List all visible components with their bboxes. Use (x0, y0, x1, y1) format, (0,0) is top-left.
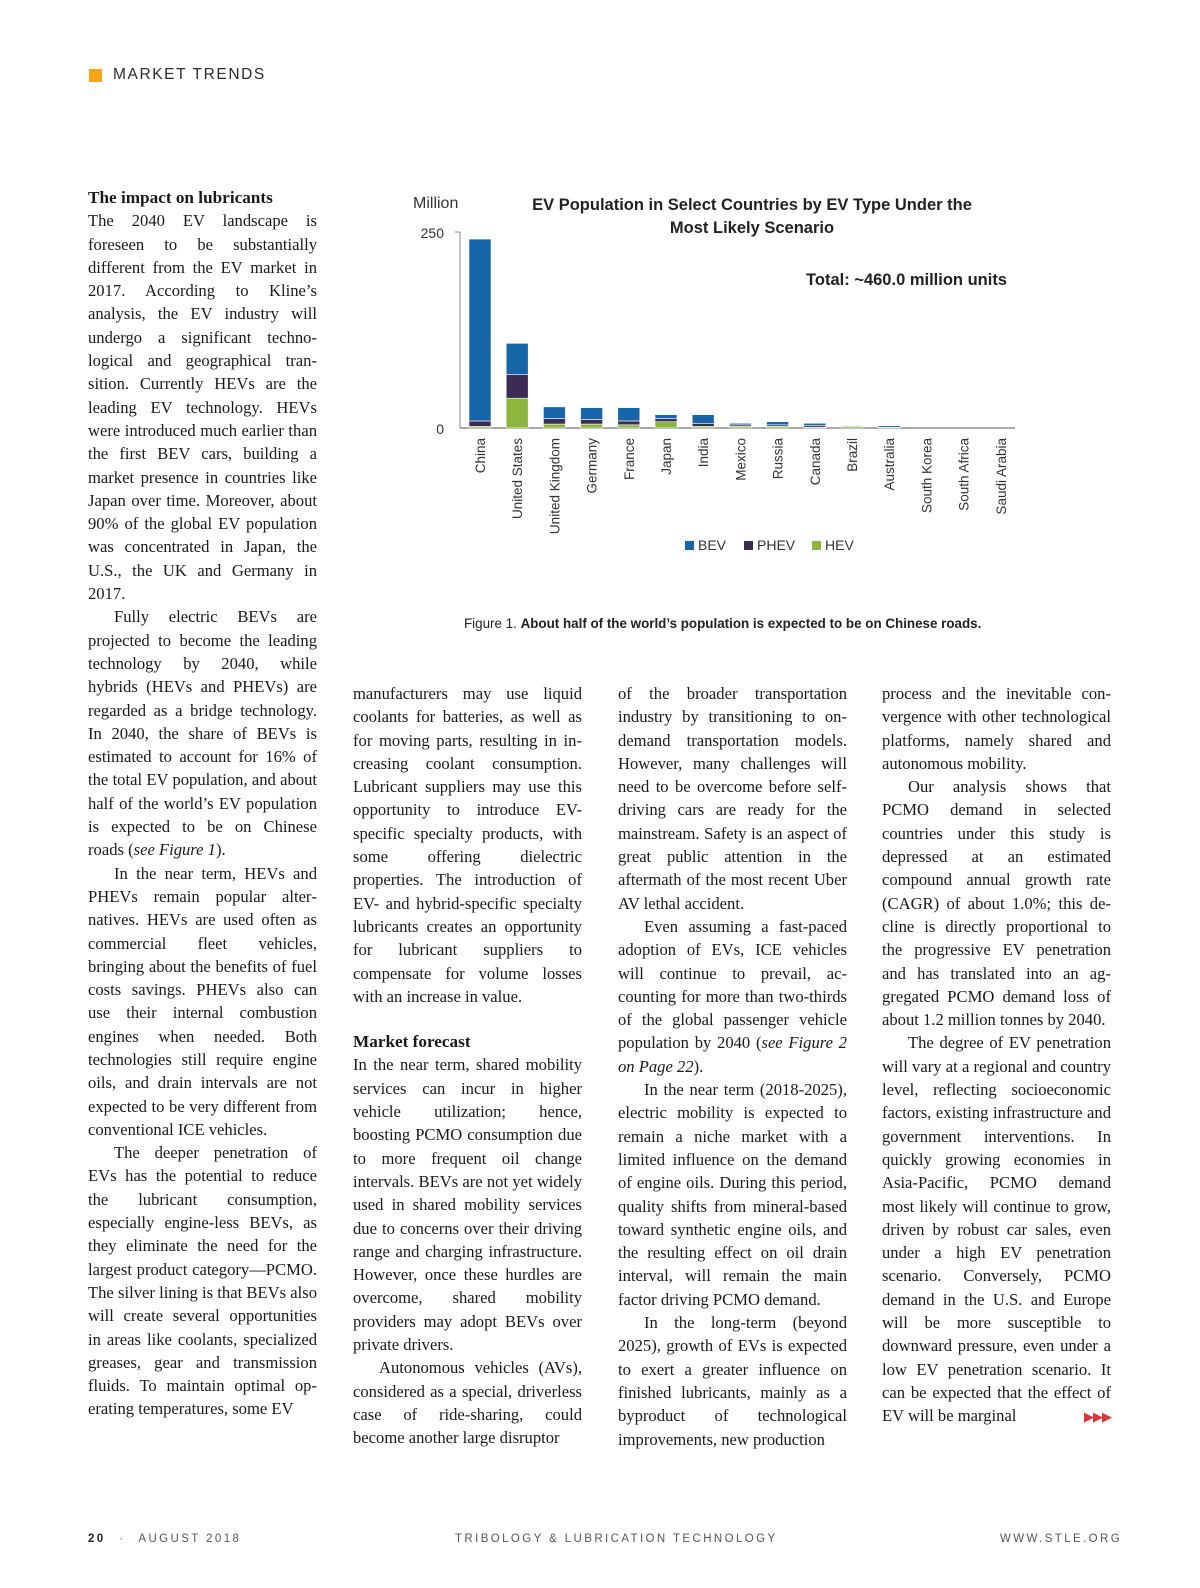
legend-label: BEV (698, 537, 727, 553)
chart-title-line2: Most Likely Scenario (669, 219, 835, 237)
x-tick-label: Australia (882, 438, 898, 491)
figure-label: Figure 1. (464, 616, 517, 631)
x-tick-label: France (621, 438, 637, 481)
legend-label: PHEV (757, 537, 796, 553)
page-number: 20 (88, 1533, 106, 1545)
ev-population-chart (410, 184, 1040, 584)
x-tick-label: India (696, 438, 712, 468)
legend-swatch-phev (744, 541, 753, 550)
bar-phev (655, 419, 677, 422)
website-link[interactable]: WWW.STLE.ORG (1000, 1533, 1123, 1545)
bar-bev (469, 239, 491, 421)
chart-title-line1: EV Population in Select Countries by EV Type Under the (532, 196, 972, 214)
x-tick-label: Canada (807, 438, 823, 486)
paragraph: Our analysis shows that PCMO demand in selected countries under this study is depressed at an estimated compound annual growth rate (CAGR) of about 1.0%; this decline is directly proportional to the progressive EV penetration and has translated into an aggregated PCMO demand loss of about 1.2 million tonnes by 2040. (882, 777, 1111, 1030)
bar-phev (469, 421, 491, 426)
legend-label: HEV (825, 537, 854, 553)
bar-bev (729, 423, 751, 425)
y-axis-label: Million (413, 195, 459, 212)
bar-bev (543, 407, 565, 419)
paragraph: process and the inevitable convergence with other technological platforms, namely shared and autonomous mobility. (882, 684, 1111, 773)
bar-bev (506, 343, 528, 374)
bar-hev (506, 398, 528, 428)
article-column-2 (353, 682, 582, 1450)
bar-bev (767, 422, 789, 425)
bar-hev (655, 422, 677, 428)
x-tick-label: Japan (659, 438, 674, 475)
bar-phev (618, 421, 640, 425)
paragraph: Even assuming a fast-paced adoption of EVs, ICE vehicles will continue to prevail, accounting for more than two-thirds of the global passenger vehicle population by 2040 (see Figure 2 on Page 22). (618, 916, 847, 1076)
paragraph: of the broader transportation industry by transitioning to on-demand transportation models. However, many challenges will need to be overcome before self-driving cars are ready for the mainstream. Safety is an aspect of great public attention in the aftermath of the most recent Uber AV lethal accident. (618, 684, 847, 913)
paragraph: In the long-term (beyond 2025), growth of EVs is expected to exert a greater influence on finished lubricants, mainly as a byproduct of technological improvements, new production (618, 1313, 847, 1449)
x-tick-label: Mexico (733, 438, 749, 481)
chart-total-note: Total: ~460.0 million units (806, 271, 1007, 289)
bar-hev (581, 424, 603, 428)
bar-phev (692, 423, 714, 426)
bar-bev (692, 415, 714, 424)
x-tick-label: South Africa (956, 438, 972, 511)
bar-phev (506, 375, 528, 399)
x-tick-label: Brazil (845, 438, 860, 472)
bar-phev (543, 419, 565, 424)
footer-separator: · (119, 1533, 126, 1545)
footer-left (88, 1533, 241, 1545)
section-tag (89, 66, 266, 84)
figure-caption (464, 616, 981, 631)
paragraph: The deeper penetration of EVs has the potential to reduce the lubricant consumption, especially engine-less BEVs, as they eliminate the need for the largest product category—PCMO. The silver lining is that BEVs also will create several opportunities in areas like coolants, specialized greases, gear and transmission fluids. To maintain optimal operating temperatures, some EV (88, 1143, 317, 1419)
section-heading-forecast: Market forecast (353, 1032, 471, 1052)
legend-swatch-hev (812, 541, 821, 550)
chart-svg (410, 184, 1040, 584)
bar-bev (804, 423, 826, 425)
continued-arrow-icon: ▶▶▶ (1084, 1410, 1111, 1426)
bar-hev (618, 425, 640, 428)
article-column-3 (618, 682, 847, 1451)
x-tick-label: Germany (584, 438, 600, 494)
x-tick-label: China (473, 438, 488, 474)
x-tick-label: South Korea (919, 438, 935, 514)
x-tick-label: United States (510, 438, 526, 520)
section-marker-icon (89, 69, 102, 82)
bar-bev (655, 415, 677, 419)
paragraph: The 2040 EV landscape is foreseen to be substantially different from the EV market in 2017. According to Kline’s analysis, the EV industry will undergo a significant technological and geographical transition. Currently HEVs are the leading EV technology. HEVs were introduced much earlier than the first BEV cars, building a market presence in countries like Japan over time. Moreover, about 90% of the global EV population was concentrated in Japan, the U.S., the UK and Germany in 2017. (88, 211, 317, 604)
paragraph: The degree of EV penetration will vary at a regional and country level, reflecting socioeconomic factors, existing infrastructure and government interventions. In quickly growing economies in Asia-Pacific, PCMO demand most likely will continue to grow, driven by robust car sales, even under a high EV penetration scenario. Conversely, PCMO demand in the U.S. and Europe will be more susceptible to downward pressure, even under a low EV penetration scenario. It can be expected that the effect of EV will be marginal ▶▶▶ (882, 1031, 1111, 1427)
paragraph: In the near term, HEVs and PHEVs remain popular alternatives. HEVs are used often as commercial fleet vehicles, bringing about the benefits of fuel costs savings. PHEVs also can use their internal combustion engines when needed. Both technologies still require engine oils, and drain intervals are not expected to be very different from conventional ICE vehicles. (88, 863, 317, 1139)
paragraph: Fully electric BEVs are projected to become the leading technology by 2040, while hybrids (HEVs and PHEVs) are regarded as a bridge technology. In 2040, the share of BEVs is estimated to account for 16% of the total EV population, and about half of the world’s EV population is expected to be on Chinese roads (see Figure 1). (88, 607, 317, 860)
figure-reference: see Figure 2 on Page 22 (618, 1033, 847, 1076)
bar-phev (581, 419, 603, 424)
x-tick-label: Saudi Arabia (993, 438, 1009, 515)
section-label: MARKET TRENDS (113, 66, 266, 83)
article-column-4 (882, 682, 1111, 1430)
bar-bev (841, 426, 863, 427)
article-column-1 (88, 186, 317, 1421)
figure-caption-text: About half of the world’s population is expected to be on Chinese roads. (520, 616, 982, 631)
paragraph: manufacturers may use liquid coolants for batteries, as well as for moving parts, resulting in increasing coolant consumption. Lubricant suppliers may use this opportunity to introduce EV-specific specialty products, with some offering dielectric properties. The introduction of EV- and hybrid-specific specialty lubricants creates an opportunity for lubricant suppliers to compensate for volume losses with an increase in value. (353, 684, 582, 1006)
publication-name: TRIBOLOGY & LUBRICATION TECHNOLOGY (455, 1533, 778, 1545)
paragraph: In the near term (2018-2025), electric mobility is expected to remain a niche market with a limited influence on the demand of engine oils. During this period, quality shifts from mineral-based toward synthetic engine oils, and the resulting effect on oil drain interval, will remain the main factor driving PCMO demand. (618, 1080, 847, 1309)
y-tick-label: 250 (420, 225, 444, 241)
issue-date: AUGUST 2018 (138, 1533, 242, 1545)
x-tick-label: Russia (770, 438, 786, 480)
section-heading-impact: The impact on lubricants (88, 188, 273, 207)
figure-reference: see Figure 1 (133, 840, 216, 860)
bar-bev (581, 408, 603, 420)
x-tick-label: United Kingdom (547, 438, 563, 535)
paragraph: In the near term, shared mobility services can incur in higher vehicle utilization; hence, boosting PCMO consumption due to more frequent oil change intervals. BEVs are not yet widely used in shared mobility services due to concerns over their driving range and charging infrastructure. However, once these hurdles are overcome, shared mobility providers may adopt BEVs over private drivers. (353, 1055, 582, 1355)
bar-bev (618, 408, 640, 421)
y-tick-label: 0 (436, 421, 444, 437)
bar-hev (543, 424, 565, 428)
paragraph: Autonomous vehicles (AVs), considered as a special, driverless case of ride-sharing, could become another large disruptor (353, 1358, 582, 1448)
legend-swatch-bev (685, 541, 694, 550)
bar-bev (878, 426, 900, 428)
